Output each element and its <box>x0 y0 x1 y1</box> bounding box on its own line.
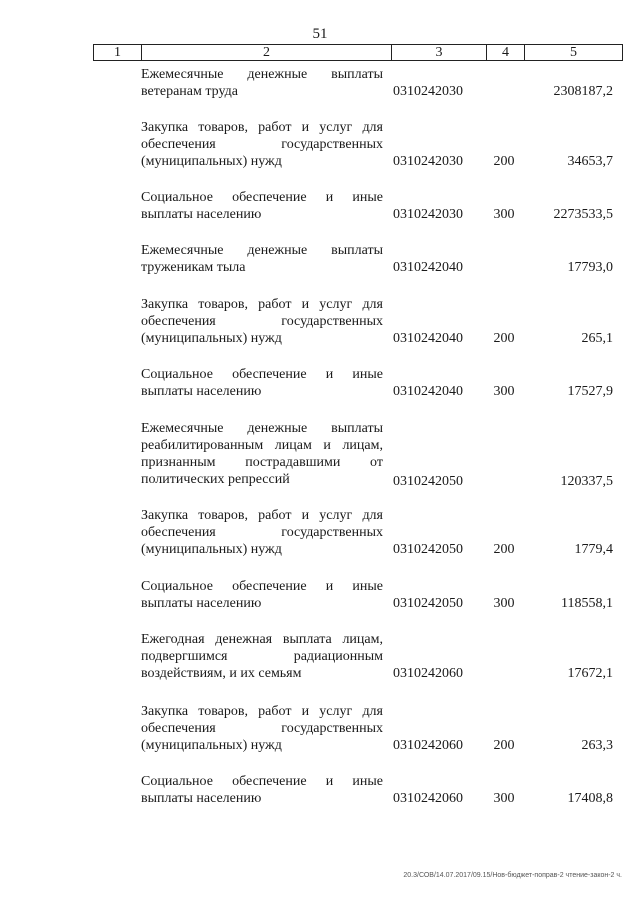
row-expense-type: 300 <box>493 791 515 806</box>
row-expense-type: 300 <box>493 207 515 222</box>
column-header-row <box>93 44 623 61</box>
page-number: 51 <box>312 26 328 42</box>
table-row <box>141 578 613 612</box>
row-amount: 17672,1 <box>567 666 613 681</box>
row-description: Ежемесячные денежные выплаты реабилитированным лицам и лицам, признанным пострадавшими от политических репрессий <box>141 421 383 487</box>
row-expense-type: 300 <box>493 596 515 611</box>
table-row <box>141 773 613 807</box>
row-amount: 17527,9 <box>567 384 613 399</box>
column-header-1: 1 <box>94 45 142 60</box>
row-amount: 34653,7 <box>567 154 613 169</box>
row-code: 0310242060 <box>393 791 463 806</box>
row-amount: 2273533,5 <box>553 207 613 222</box>
row-description: Ежемесячные денежные выплаты труженикам тыла <box>141 243 383 275</box>
row-code: 0310242030 <box>393 154 463 169</box>
row-expense-type: 200 <box>493 331 515 346</box>
row-code: 0310242050 <box>393 474 463 489</box>
table-row <box>141 66 613 100</box>
table-row <box>141 703 613 754</box>
column-header-4: 4 <box>487 45 525 60</box>
table-row <box>141 242 613 276</box>
row-code: 0310242040 <box>393 384 463 399</box>
row-code: 0310242030 <box>393 84 463 99</box>
row-code: 0310242060 <box>393 738 463 753</box>
row-expense-type: 200 <box>493 738 515 753</box>
row-code: 0310242030 <box>393 207 463 222</box>
row-code: 0310242060 <box>393 666 463 681</box>
row-amount: 2308187,2 <box>553 84 613 99</box>
row-description: Социальное обеспечение и иные выплаты населению <box>141 367 383 399</box>
row-amount: 120337,5 <box>560 474 613 489</box>
row-code: 0310242050 <box>393 596 463 611</box>
table-row <box>141 119 613 170</box>
row-description: Закупка товаров, работ и услуг для обеспечения государственных (муниципальных) нужд <box>141 508 383 557</box>
row-expense-type: 200 <box>493 154 515 169</box>
table-row <box>141 296 613 347</box>
row-code: 0310242040 <box>393 260 463 275</box>
column-header-2: 2 <box>142 45 392 60</box>
row-description: Социальное обеспечение и иные выплаты населению <box>141 579 383 611</box>
row-expense-type: 300 <box>493 384 515 399</box>
row-amount: 17793,0 <box>567 260 613 275</box>
table-row <box>141 631 613 682</box>
row-expense-type: 200 <box>493 542 515 557</box>
row-amount: 263,3 <box>581 738 613 753</box>
table-row <box>141 420 613 490</box>
table-row <box>141 366 613 400</box>
document-footer-code: 20.3/СОВ/14.07.2017/09.15/Нов-бюджет-поправ-2 чтение-закон-2 ч. <box>403 872 622 879</box>
row-code: 0310242050 <box>393 542 463 557</box>
row-amount: 118558,1 <box>561 596 613 611</box>
row-code: 0310242040 <box>393 331 463 346</box>
row-description: Социальное обеспечение и иные выплаты населению <box>141 190 383 222</box>
column-header-3: 3 <box>392 45 487 60</box>
row-description: Закупка товаров, работ и услуг для обеспечения государственных (муниципальных) нужд <box>141 297 383 346</box>
row-amount: 1779,4 <box>574 542 613 557</box>
row-description: Ежегодная денежная выплата лицам, подвергшимся радиационным воздействиям, и их семьям <box>141 632 383 681</box>
row-amount: 265,1 <box>581 331 613 346</box>
column-header-5: 5 <box>570 45 577 60</box>
row-amount: 17408,8 <box>567 791 613 806</box>
row-description: Ежемесячные денежные выплаты ветеранам труда <box>141 67 383 99</box>
row-description: Закупка товаров, работ и услуг для обеспечения государственных (муниципальных) нужд <box>141 704 383 753</box>
row-description: Социальное обеспечение и иные выплаты населению <box>141 774 383 806</box>
table-row <box>141 507 613 558</box>
row-description: Закупка товаров, работ и услуг для обеспечения государственных (муниципальных) нужд <box>141 120 383 169</box>
table-row <box>141 189 613 223</box>
